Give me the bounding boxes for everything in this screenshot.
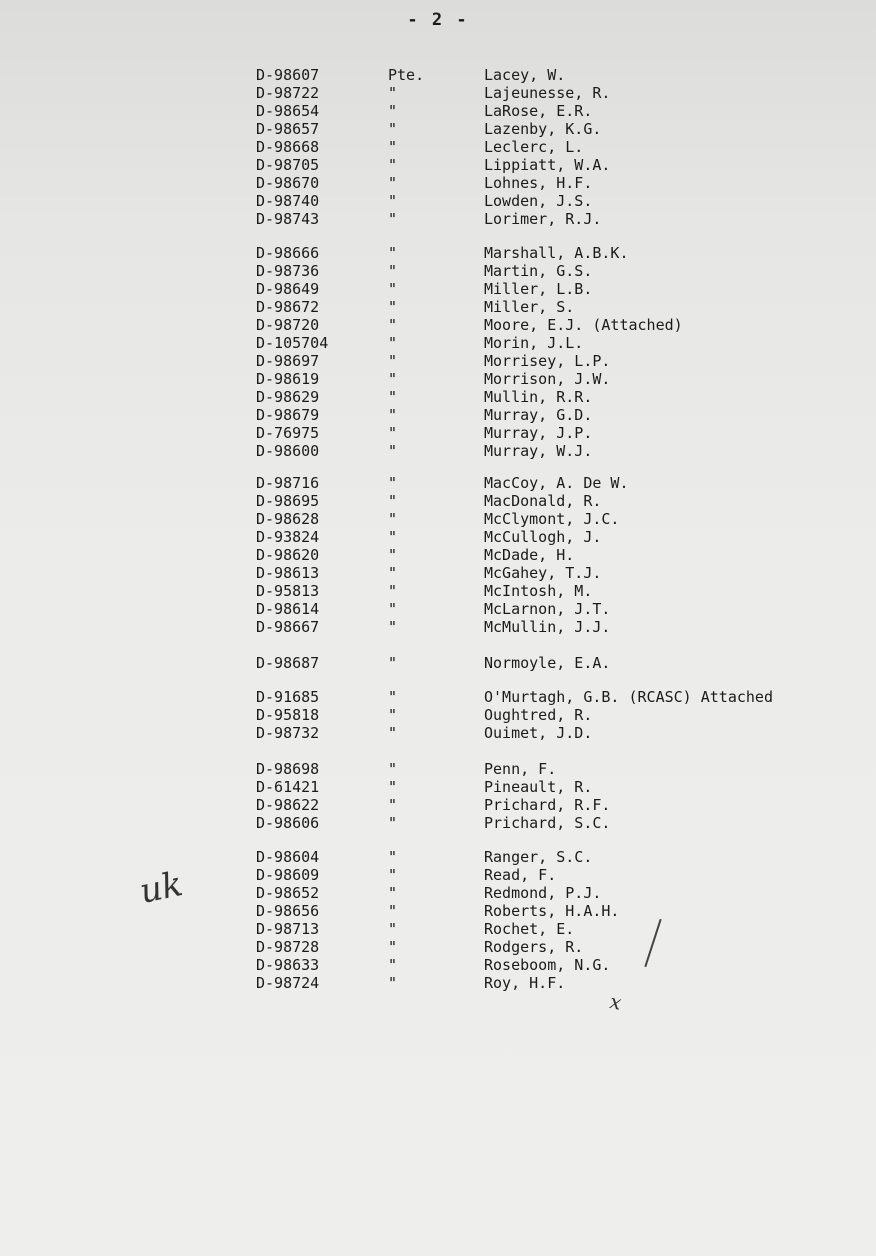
person-name: Murray, J.P. xyxy=(484,424,593,442)
person-name: Martin, G.S. xyxy=(484,262,593,280)
service-number: D-98695 xyxy=(256,492,320,510)
service-number: D-98609 xyxy=(256,866,320,884)
rank: " xyxy=(388,244,398,262)
service-number: D-98604 xyxy=(256,848,320,866)
list-item xyxy=(0,974,876,992)
handwritten-margin-mark: uk xyxy=(136,864,187,912)
rank: Pte. xyxy=(388,66,425,84)
service-number: D-98656 xyxy=(256,902,320,920)
rank: " xyxy=(388,424,398,442)
list-item xyxy=(0,84,876,102)
person-name: Lowden, J.S. xyxy=(484,192,593,210)
rank: " xyxy=(388,866,398,884)
list-item xyxy=(0,778,876,796)
person-name: Penn, F. xyxy=(484,760,557,778)
rank: " xyxy=(388,884,398,902)
rank: " xyxy=(388,724,398,742)
service-number: D-98620 xyxy=(256,546,320,564)
service-number: D-98743 xyxy=(256,210,320,228)
rank: " xyxy=(388,316,398,334)
list-item xyxy=(0,334,876,352)
person-name: Read, F. xyxy=(484,866,557,884)
service-number: D-98613 xyxy=(256,564,320,582)
rank: " xyxy=(388,120,398,138)
list-item xyxy=(0,280,876,298)
rank: " xyxy=(388,938,398,956)
service-number: D-98654 xyxy=(256,102,320,120)
service-number: D-98705 xyxy=(256,156,320,174)
service-number: D-98713 xyxy=(256,920,320,938)
list-item xyxy=(0,956,876,974)
service-number: D-98740 xyxy=(256,192,320,210)
rank: " xyxy=(388,510,398,528)
list-item xyxy=(0,102,876,120)
rank: " xyxy=(388,492,398,510)
service-number: D-98732 xyxy=(256,724,320,742)
rank: " xyxy=(388,902,398,920)
service-number: D-98668 xyxy=(256,138,320,156)
service-number: D-98728 xyxy=(256,938,320,956)
service-number: D-98670 xyxy=(256,174,320,192)
person-name: Oughtred, R. xyxy=(484,706,593,724)
service-number: D-98716 xyxy=(256,474,320,492)
list-item xyxy=(0,546,876,564)
list-item xyxy=(0,66,876,84)
service-number: D-98666 xyxy=(256,244,320,262)
list-item xyxy=(0,600,876,618)
rank: " xyxy=(388,654,398,672)
service-number: D-98629 xyxy=(256,388,320,406)
rank: " xyxy=(388,706,398,724)
person-name: Leclerc, L. xyxy=(484,138,584,156)
list-item xyxy=(0,406,876,424)
person-name: Murray, W.J. xyxy=(484,442,593,460)
rank: " xyxy=(388,778,398,796)
list-item xyxy=(0,510,876,528)
person-name: Mullin, R.R. xyxy=(484,388,593,406)
service-number: D-98614 xyxy=(256,600,320,618)
list-item xyxy=(0,866,876,884)
list-item xyxy=(0,192,876,210)
person-name: Lazenby, K.G. xyxy=(484,120,602,138)
list-item xyxy=(0,174,876,192)
service-number: D-98622 xyxy=(256,796,320,814)
rank: " xyxy=(388,688,398,706)
service-number: D-76975 xyxy=(256,424,320,442)
person-name: Pineault, R. xyxy=(484,778,593,796)
rank: " xyxy=(388,210,398,228)
person-name: Rochet, E. xyxy=(484,920,575,938)
list-item xyxy=(0,442,876,460)
person-name: Miller, S. xyxy=(484,298,575,316)
person-name: Prichard, R.F. xyxy=(484,796,611,814)
list-item xyxy=(0,210,876,228)
list-item xyxy=(0,120,876,138)
service-number: D-98736 xyxy=(256,262,320,280)
rank: " xyxy=(388,920,398,938)
handwritten-check-mark: x xyxy=(608,989,624,1015)
rank: " xyxy=(388,546,398,564)
rank: " xyxy=(388,370,398,388)
person-name: Prichard, S.C. xyxy=(484,814,611,832)
rank: " xyxy=(388,582,398,600)
service-number: D-98687 xyxy=(256,654,320,672)
service-number: D-98606 xyxy=(256,814,320,832)
list-item xyxy=(0,262,876,280)
rank: " xyxy=(388,84,398,102)
list-item xyxy=(0,938,876,956)
rank: " xyxy=(388,406,398,424)
person-name: Lorimer, R.J. xyxy=(484,210,602,228)
service-number: D-98628 xyxy=(256,510,320,528)
rank: " xyxy=(388,974,398,992)
person-name: Lacey, W. xyxy=(484,66,566,84)
rank: " xyxy=(388,956,398,974)
person-name: LaRose, E.R. xyxy=(484,102,593,120)
service-number: D-98697 xyxy=(256,352,320,370)
service-number: D-98722 xyxy=(256,84,320,102)
service-number: D-95818 xyxy=(256,706,320,724)
person-name: Lippiatt, W.A. xyxy=(484,156,611,174)
rank: " xyxy=(388,442,398,460)
rank: " xyxy=(388,600,398,618)
rank: " xyxy=(388,138,398,156)
list-item xyxy=(0,564,876,582)
person-name: Roseboom, N.G. xyxy=(484,956,611,974)
list-item xyxy=(0,298,876,316)
person-name: Lohnes, H.F. xyxy=(484,174,593,192)
list-item xyxy=(0,724,876,742)
rank: " xyxy=(388,564,398,582)
person-name: McGahey, T.J. xyxy=(484,564,602,582)
list-item xyxy=(0,156,876,174)
person-name: McLarnon, J.T. xyxy=(484,600,611,618)
rank: " xyxy=(388,814,398,832)
rank: " xyxy=(388,102,398,120)
rank: " xyxy=(388,192,398,210)
service-number: D-98607 xyxy=(256,66,320,84)
list-item xyxy=(0,424,876,442)
rank: " xyxy=(388,156,398,174)
list-item xyxy=(0,370,876,388)
service-number: D-98698 xyxy=(256,760,320,778)
list-item xyxy=(0,492,876,510)
rank: " xyxy=(388,618,398,636)
service-number: D-98649 xyxy=(256,280,320,298)
service-number: D-105704 xyxy=(256,334,329,352)
list-item xyxy=(0,138,876,156)
service-number: D-98667 xyxy=(256,618,320,636)
list-item xyxy=(0,760,876,778)
person-name: Moore, E.J. (Attached) xyxy=(484,316,683,334)
rank: " xyxy=(388,262,398,280)
list-item xyxy=(0,528,876,546)
person-name: Morrisey, L.P. xyxy=(484,352,611,370)
list-item xyxy=(0,316,876,334)
person-name: MacDonald, R. xyxy=(484,492,602,510)
person-name: Morin, J.L. xyxy=(484,334,584,352)
person-name: McCullogh, J. xyxy=(484,528,602,546)
rank: " xyxy=(388,388,398,406)
person-name: Ranger, S.C. xyxy=(484,848,593,866)
service-number: D-98724 xyxy=(256,974,320,992)
list-item xyxy=(0,582,876,600)
list-item xyxy=(0,388,876,406)
person-name: Ouimet, J.D. xyxy=(484,724,593,742)
service-number: D-98720 xyxy=(256,316,320,334)
person-name: Murray, G.D. xyxy=(484,406,593,424)
rank: " xyxy=(388,796,398,814)
service-number: D-93824 xyxy=(256,528,320,546)
rank: " xyxy=(388,298,398,316)
list-item xyxy=(0,654,876,672)
rank: " xyxy=(388,760,398,778)
service-number: D-98679 xyxy=(256,406,320,424)
service-number: D-98600 xyxy=(256,442,320,460)
rank: " xyxy=(388,334,398,352)
person-name: McIntosh, M. xyxy=(484,582,593,600)
rank: " xyxy=(388,474,398,492)
person-name: Redmond, P.J. xyxy=(484,884,602,902)
person-name: McClymont, J.C. xyxy=(484,510,620,528)
service-number: D-95813 xyxy=(256,582,320,600)
service-number: D-98633 xyxy=(256,956,320,974)
service-number: D-98619 xyxy=(256,370,320,388)
person-name: Lajeunesse, R. xyxy=(484,84,611,102)
rank: " xyxy=(388,848,398,866)
person-name: Roberts, H.A.H. xyxy=(484,902,620,920)
list-item xyxy=(0,902,876,920)
person-name: Marshall, A.B.K. xyxy=(484,244,629,262)
service-number: D-98672 xyxy=(256,298,320,316)
rank: " xyxy=(388,352,398,370)
list-item xyxy=(0,796,876,814)
list-item xyxy=(0,688,876,706)
service-number: D-91685 xyxy=(256,688,320,706)
list-item xyxy=(0,706,876,724)
person-name: Miller, L.B. xyxy=(484,280,593,298)
list-item xyxy=(0,474,876,492)
person-name: Normoyle, E.A. xyxy=(484,654,611,672)
service-number: D-98657 xyxy=(256,120,320,138)
list-item xyxy=(0,814,876,832)
list-item xyxy=(0,884,876,902)
person-name: O'Murtagh, G.B. (RCASC) Attached xyxy=(484,688,773,706)
service-number: D-61421 xyxy=(256,778,320,796)
list-item xyxy=(0,244,876,262)
person-name: Roy, H.F. xyxy=(484,974,566,992)
list-item xyxy=(0,920,876,938)
page-number: - 2 - xyxy=(407,10,469,30)
service-number: D-98652 xyxy=(256,884,320,902)
person-name: MacCoy, A. De W. xyxy=(484,474,629,492)
person-name: McDade, H. xyxy=(484,546,575,564)
list-item xyxy=(0,848,876,866)
person-name: Morrison, J.W. xyxy=(484,370,611,388)
rank: " xyxy=(388,174,398,192)
list-item xyxy=(0,352,876,370)
rank: " xyxy=(388,528,398,546)
person-name: Rodgers, R. xyxy=(484,938,584,956)
rank: " xyxy=(388,280,398,298)
list-item xyxy=(0,618,876,636)
person-name: McMullin, J.J. xyxy=(484,618,611,636)
